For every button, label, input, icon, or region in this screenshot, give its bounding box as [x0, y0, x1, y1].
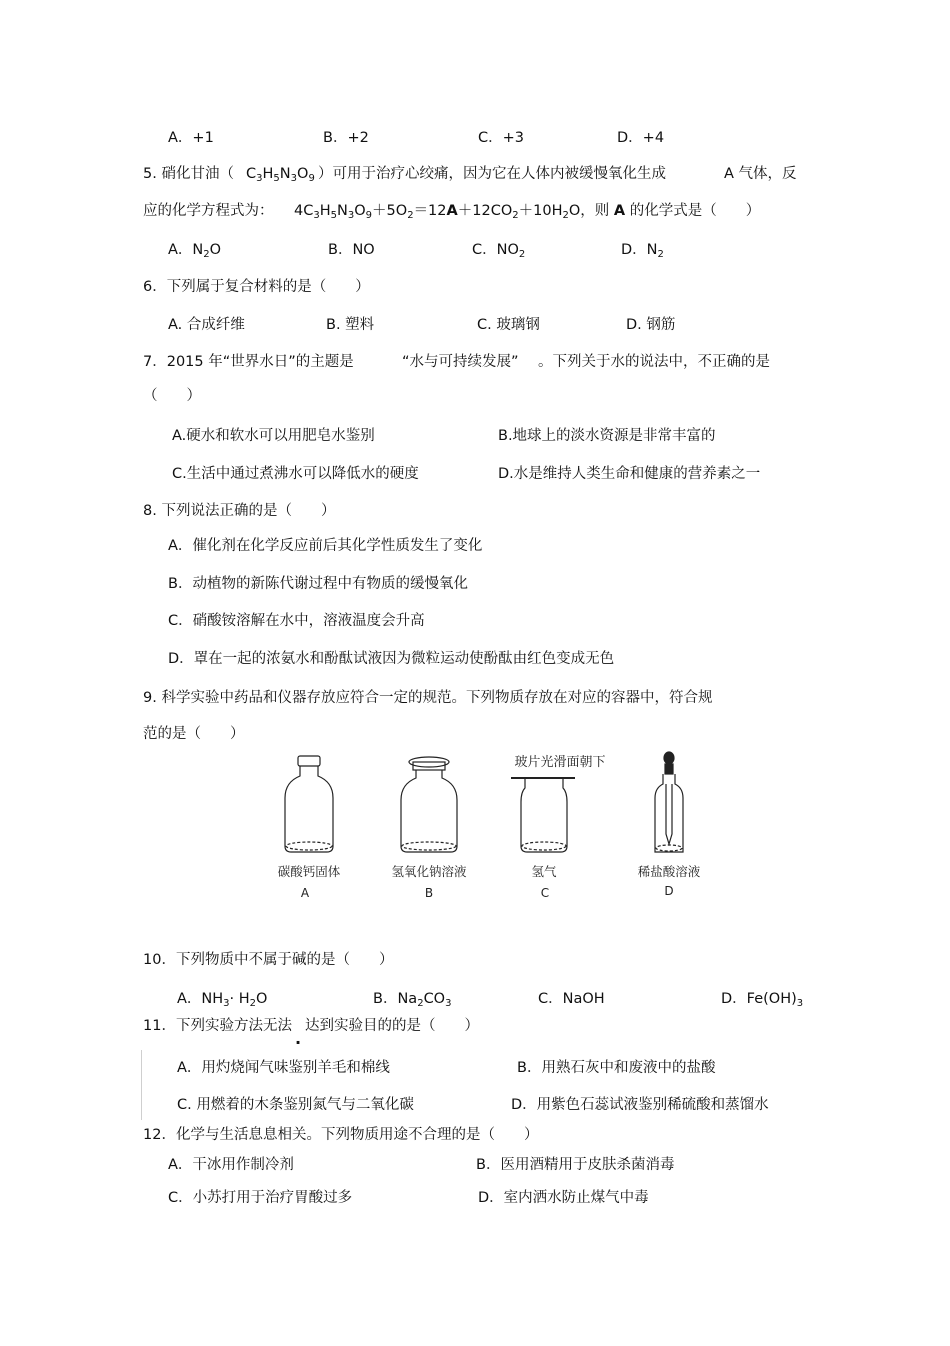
q10-option-b: B．$Na_2CO_3$ — [373, 991, 452, 1009]
q12-option-a: A．干冰用作制冷剂 — [168, 1157, 294, 1173]
margin-rule — [141, 1050, 142, 1120]
q6-option-c: C. 玻璃钢 — [477, 317, 540, 333]
q4-option-a: A．+1 — [168, 130, 214, 146]
q5-equation: $4C_3H_5N_3O_9+5O_2=12A+12CO_2+10H_2O$，则 A 的化学式是（ ） — [294, 203, 761, 221]
q11-option-d: D．用紫色石蕊试液鉴别稀硫酸和蒸馏水 — [511, 1097, 769, 1113]
q7-option-b: B.地球上的淡水资源是非常丰富的 — [498, 428, 716, 444]
q11-stem-a: 11．下列实验方法无法 — [143, 1018, 292, 1034]
q9-label-d: 稀盐酸溶液 — [637, 864, 701, 879]
q7-option-c: C.生活中通过煮沸水可以降低水的硬度 — [172, 466, 419, 482]
q9-figure-note: 玻片光滑面朝下 — [514, 755, 606, 770]
q5-option-b: B．NO — [328, 242, 375, 258]
q10-stem: 10．下列物质中不属于碱的是（ ） — [143, 952, 394, 968]
q9-letter-b: B — [424, 886, 434, 900]
q12-option-b: B．医用酒精用于皮肤杀菌消毒 — [476, 1157, 675, 1173]
q12-option-c: C．小苏打用于治疗胃酸过多 — [168, 1190, 353, 1206]
q9-label-a: 碳酸钙固体 — [277, 864, 341, 879]
emphasis-dot: . — [295, 1029, 302, 1048]
q10-option-d: D．$Fe(OH)_3$ — [721, 991, 804, 1009]
q8-option-a: A．催化剂在化学反应前后其化学性质发生了变化 — [168, 538, 483, 554]
q12-option-d: D．室内洒水防止煤气中毒 — [478, 1190, 649, 1206]
q12-stem: 12．化学与生活息息相关。下列物质用途不合理的是（ ） — [143, 1127, 539, 1143]
q5-option-a: A．$N_2O$ — [168, 242, 222, 260]
q7-stem-c: 。下列关于水的说法中，不正确的是 — [538, 354, 770, 370]
q10-option-c: C．NaOH — [538, 991, 605, 1007]
q9-stem-b: 范的是（ ） — [143, 726, 245, 742]
q7-stem-b: “水与可持续发展” — [402, 354, 519, 370]
q9-letter-a: A — [300, 886, 310, 900]
bottle-c-icon — [511, 778, 575, 852]
q9-label-b: 氢氧化钠溶液 — [391, 864, 467, 879]
q5-stem-line2: 应的化学方程式为： — [143, 203, 274, 219]
q6-option-b: B. 塑料 — [326, 317, 375, 333]
q4-option-c: C．+3 — [478, 130, 524, 146]
bottle-d-icon — [655, 752, 683, 852]
q6-option-d: D. 钢筋 — [626, 317, 676, 333]
q5-option-d: D．$N_2$ — [621, 242, 664, 260]
q7-stem-d: （ ） — [143, 388, 201, 404]
q8-stem: 8. 下列说法正确的是（ ） — [143, 503, 336, 519]
q4-option-d: D．+4 — [617, 130, 665, 146]
q11-option-a: A．用灼烧闻气味鉴别羊毛和棉线 — [177, 1060, 390, 1076]
q5-stem-mid: ）可用于治疗心绞痛，因为它在人体内被缓慢氧化生成 — [318, 166, 666, 182]
q5-option-c: C．$NO_2$ — [472, 242, 526, 260]
q7-option-a: A.硬水和软水可以用肥皂水鉴别 — [172, 428, 375, 444]
q7-option-d: D.水是维持人类生命和健康的营养素之一 — [498, 466, 761, 482]
q11-option-b: B．用熟石灰中和废液中的盐酸 — [517, 1060, 716, 1076]
q8-option-b: B．动植物的新陈代谢过程中有物质的缓慢氧化 — [168, 576, 468, 592]
q8-option-d: D．罩在一起的浓氨水和酚酞试液因为微粒运动使酚酞由红色变成无色 — [168, 651, 615, 667]
q9-letter-c: C — [540, 886, 550, 900]
bottle-b-icon — [401, 757, 457, 852]
q9-stem-a: 9. 科学实验中药品和仪器存放应符合一定的规范。下列物质存放在对应的容器中，符合规 — [143, 690, 713, 706]
q5-formula: $C_3H_5N_3O_9$ — [246, 166, 315, 184]
q6-stem: 6．下列属于复合材料的是（ ） — [143, 279, 370, 295]
q8-option-c: C．硝酸铵溶解在水中，溶液温度会升高 — [168, 613, 425, 629]
q5-stem-prefix: 5. 硝化甘油（ — [143, 166, 234, 182]
q9-letter-d: D — [664, 884, 674, 898]
q9-bottles-figure — [263, 748, 713, 908]
q5-stem-tail: A 气体，反 — [724, 166, 797, 182]
q9-label-c: 氢气 — [531, 864, 557, 879]
q11-stem-b: 达到实验目的的是（ ） — [305, 1018, 479, 1034]
q4-option-b: B．+2 — [323, 130, 369, 146]
bottle-a-icon — [285, 756, 333, 852]
q7-stem-a: 7．2015 年“世界水日”的主题是 — [143, 354, 354, 370]
q11-option-c: C. 用燃着的木条鉴别氮气与二氧化碳 — [177, 1097, 414, 1113]
q10-option-a: A．$NH_3\cdot H_2O$ — [177, 991, 268, 1009]
q6-option-a: A. 合成纤维 — [168, 317, 245, 333]
